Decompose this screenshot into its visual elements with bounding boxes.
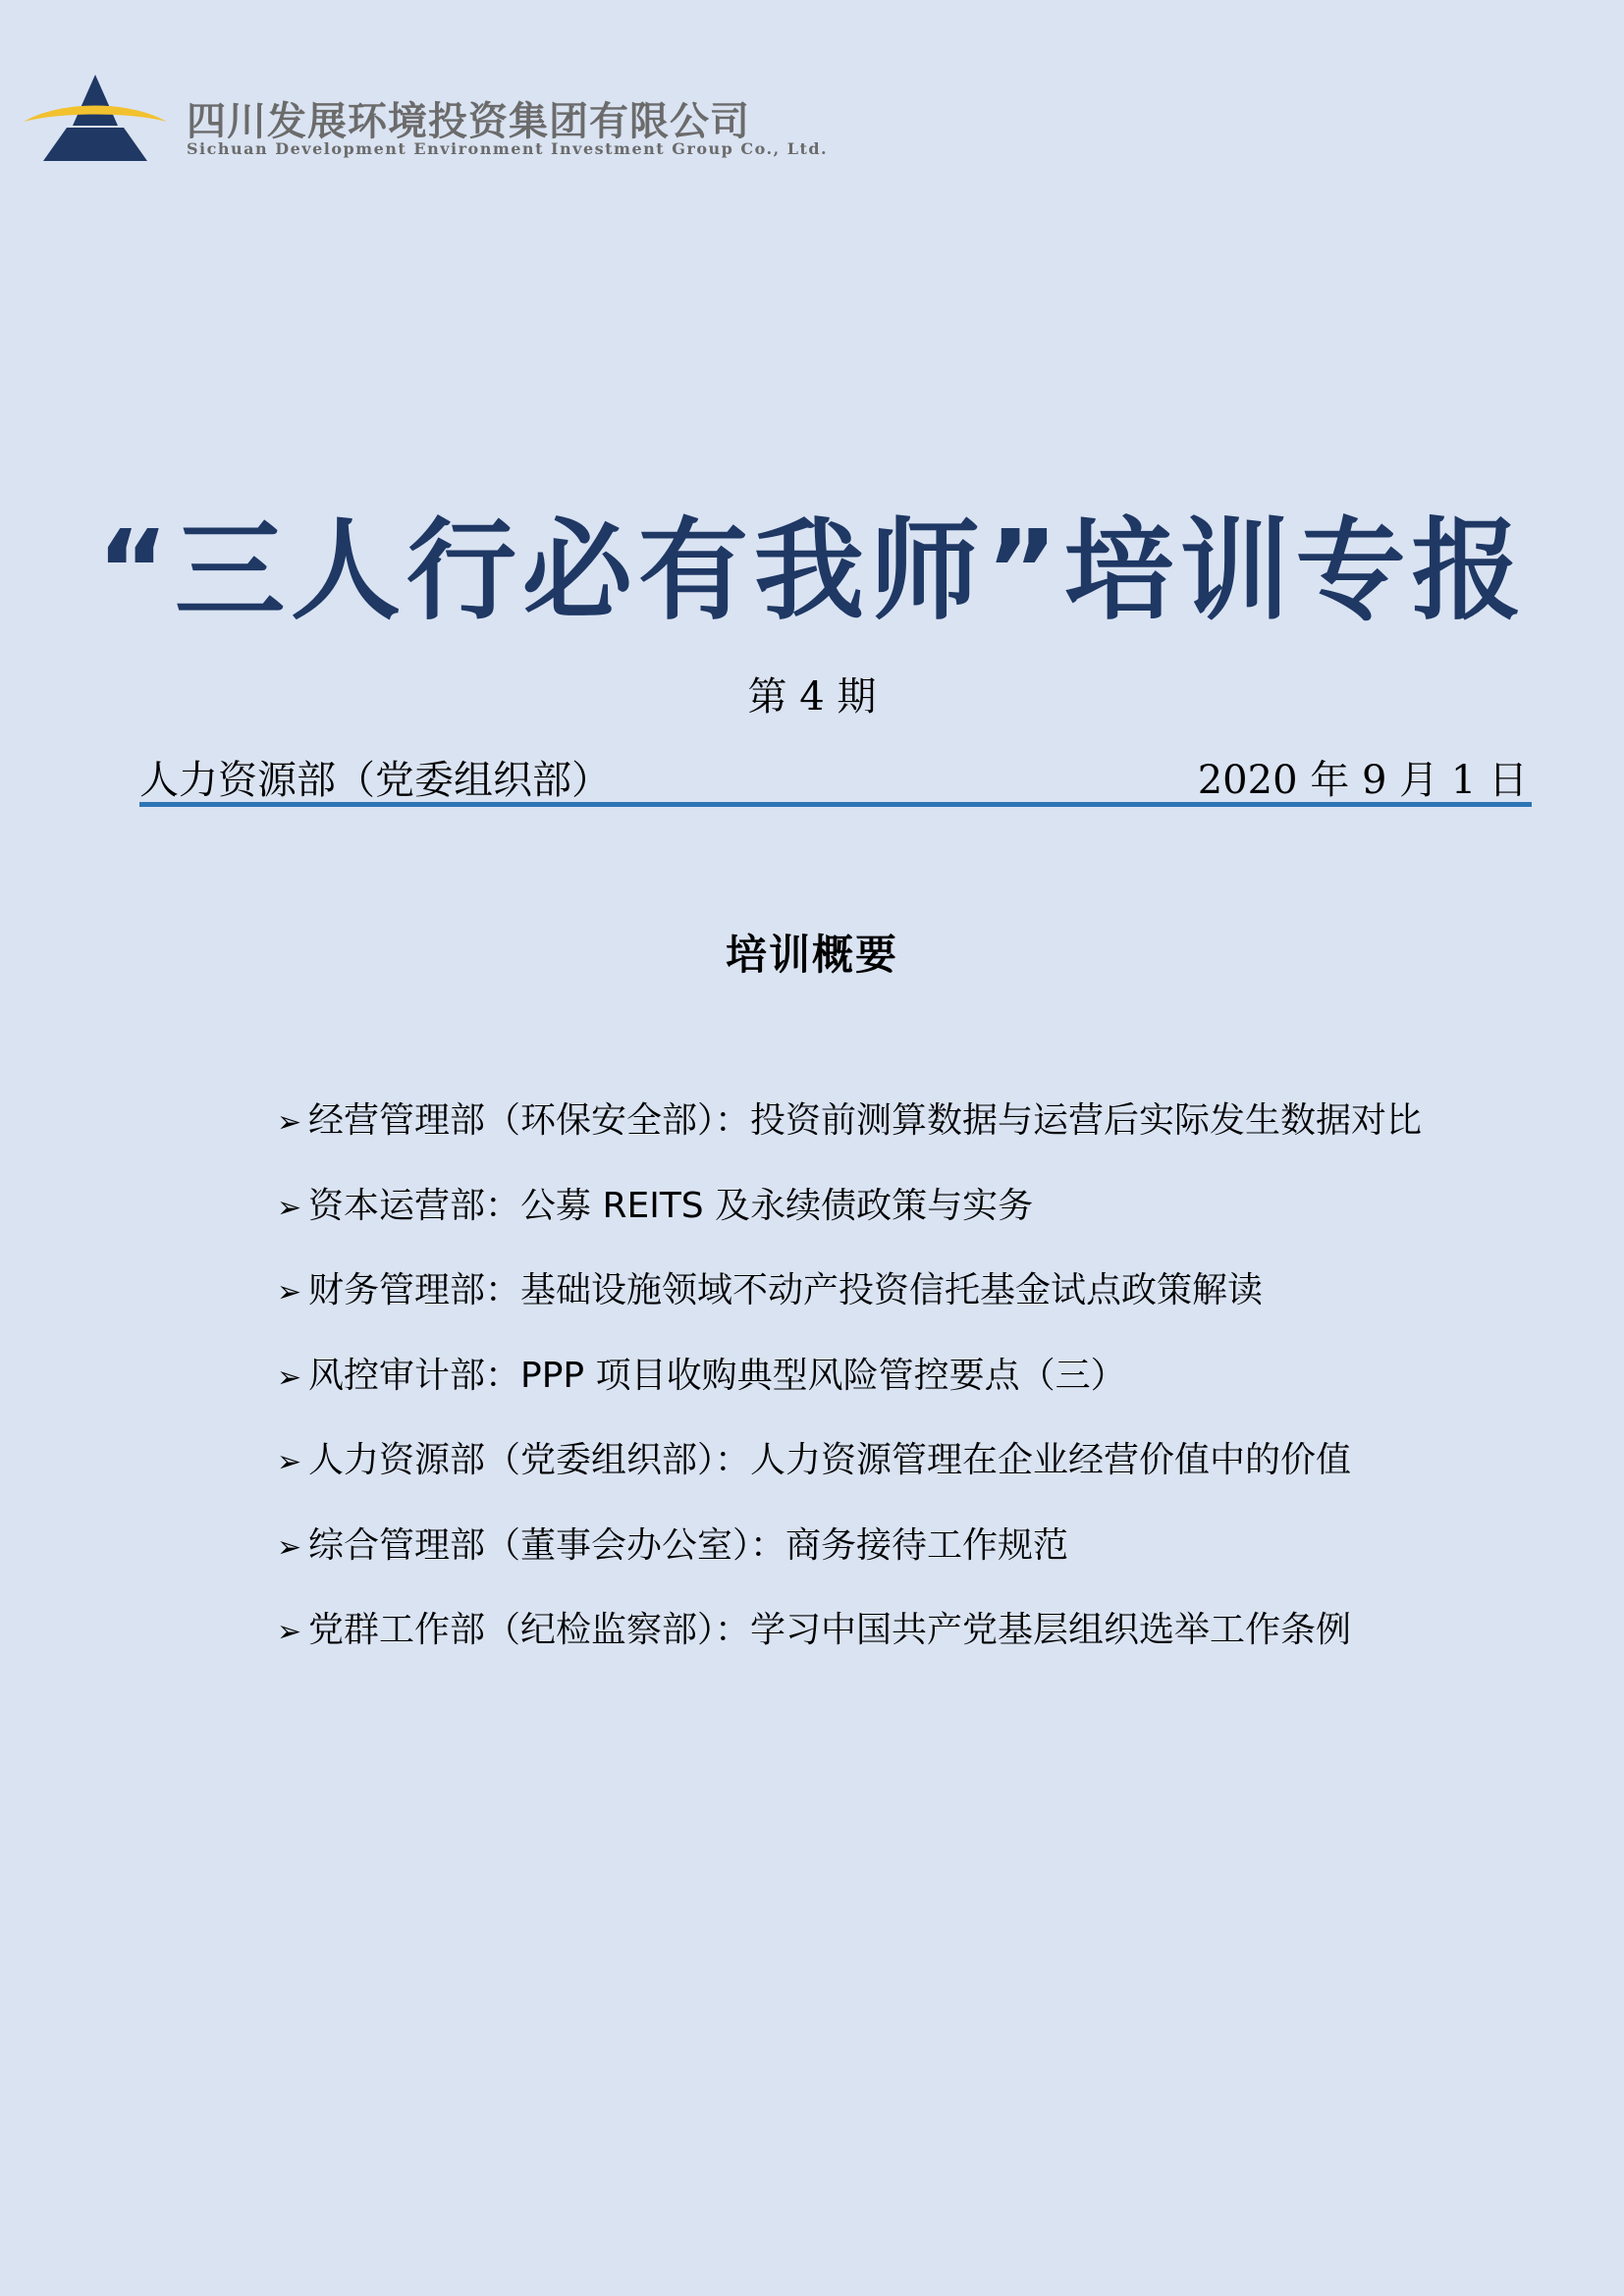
page-title: “三人行必有我师”培训专报 — [96, 507, 1528, 635]
list-item — [277, 1431, 1573, 1517]
list-item-text: 经营管理部（环保安全部）：投资前测算数据与运营后实际发生数据对比 — [308, 1100, 1423, 1141]
list-item-text: 财务管理部：基础设施领域不动产投资信托基金试点政策解读 — [308, 1270, 1264, 1310]
company-logo — [22, 71, 829, 169]
arrow-bullet-icon: ➢ — [277, 1360, 302, 1395]
header-rule — [139, 749, 1532, 807]
list-item-text: 人力资源部（党委组织部）：人力资源管理在企业经营价值中的价值 — [308, 1440, 1352, 1480]
summary-heading: 培训概要 — [725, 931, 898, 979]
arrow-bullet-icon: ➢ — [277, 1615, 302, 1649]
list-item-text: 风控审计部：PPP 项目收购典型风险管控要点（三） — [308, 1355, 1126, 1396]
arrow-bullet-icon: ➢ — [277, 1105, 302, 1140]
issue-date: 2020 年 9 月 1 日 — [1197, 758, 1528, 803]
arrow-bullet-icon: ➢ — [277, 1275, 302, 1309]
list-item — [277, 1092, 1573, 1177]
company-logo-mark-icon — [22, 71, 169, 165]
training-item-list — [277, 1092, 1573, 1686]
arrow-bullet-icon: ➢ — [277, 1190, 302, 1225]
list-item — [277, 1347, 1573, 1432]
list-item — [277, 1601, 1573, 1686]
issue-number: 第 4 期 — [747, 674, 877, 720]
list-item-text: 综合管理部（董事会办公室）：商务接待工作规范 — [308, 1524, 1069, 1566]
department-label: 人力资源部（党委组织部） — [139, 758, 611, 803]
list-item-text: 资本运营部：公募 REITS 及永续债政策与实务 — [308, 1185, 1034, 1226]
arrow-bullet-icon: ➢ — [277, 1445, 302, 1479]
arrow-bullet-icon: ➢ — [277, 1529, 302, 1565]
company-name-en: Sichuan Development Environment Investment Group Co., Ltd. — [187, 139, 829, 158]
list-item — [277, 1517, 1573, 1602]
list-item — [277, 1177, 1573, 1262]
company-name-cn: 四川发展环境投资集团有限公司 — [187, 99, 750, 144]
list-item-text: 党群工作部（纪检监察部）：学习中国共产党基层组织选举工作条例 — [308, 1610, 1352, 1650]
list-item — [277, 1261, 1573, 1347]
